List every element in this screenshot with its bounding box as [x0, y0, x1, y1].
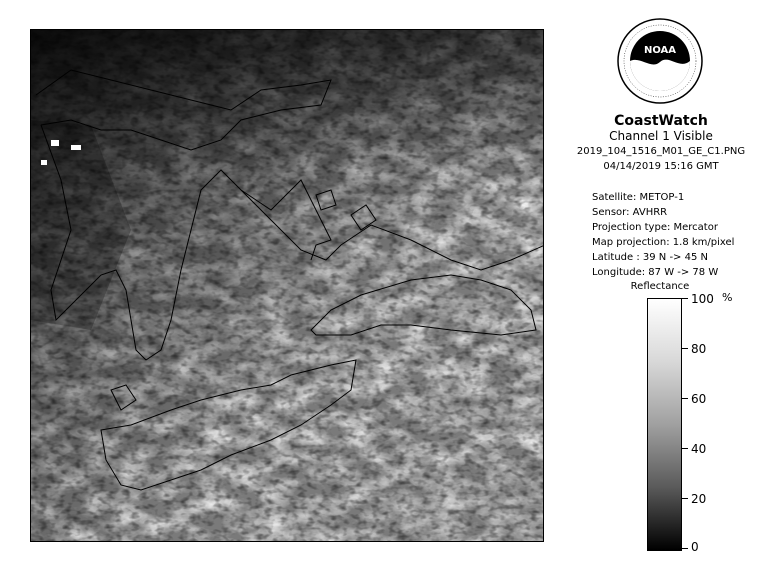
legend-unit: % — [722, 291, 733, 304]
reflectance-colorbar — [647, 298, 682, 551]
filename-label: 2019_104_1516_M01_GE_C1.PNG — [576, 146, 746, 157]
colorbar-tick-label: 40 — [691, 442, 707, 456]
colorbar-tick — [682, 498, 688, 499]
datetime-label: 04/14/2019 15:16 GMT — [603, 161, 719, 172]
projection-type-label: Projection type: Mercator — [592, 222, 718, 233]
legend-title: Reflectance — [630, 281, 690, 292]
colorbar-tick-label: 20 — [691, 492, 707, 506]
colorbar-tick — [682, 348, 688, 349]
sensor-label: Sensor: AVHRR — [592, 207, 668, 218]
brand-title: CoastWatch — [614, 113, 708, 129]
colorbar-tick — [682, 448, 688, 449]
satellite-label: Satellite: METOP-1 — [592, 192, 685, 203]
satellite-image-svg — [31, 30, 544, 542]
colorbar-tick-label: 0 — [691, 540, 699, 554]
svg-text:NOAA: NOAA — [643, 45, 677, 56]
colorbar-tick-label: 80 — [691, 342, 707, 356]
latitude-label: Latitude : 39 N -> 45 N — [592, 252, 708, 263]
longitude-label: Longitude: 87 W -> 78 W — [592, 267, 719, 278]
map-projection-label: Map projection: 1.8 km/pixel — [592, 237, 735, 248]
noaa-logo — [617, 18, 703, 104]
colorbar-tick — [682, 548, 688, 549]
channel-label: Channel 1 Visible — [609, 129, 713, 143]
colorbar-tick-label: 60 — [691, 392, 707, 406]
colorbar-tick-label: 100 — [691, 292, 714, 306]
colorbar-tick — [682, 398, 688, 399]
satellite-image — [30, 29, 544, 542]
colorbar-tick — [682, 298, 688, 299]
